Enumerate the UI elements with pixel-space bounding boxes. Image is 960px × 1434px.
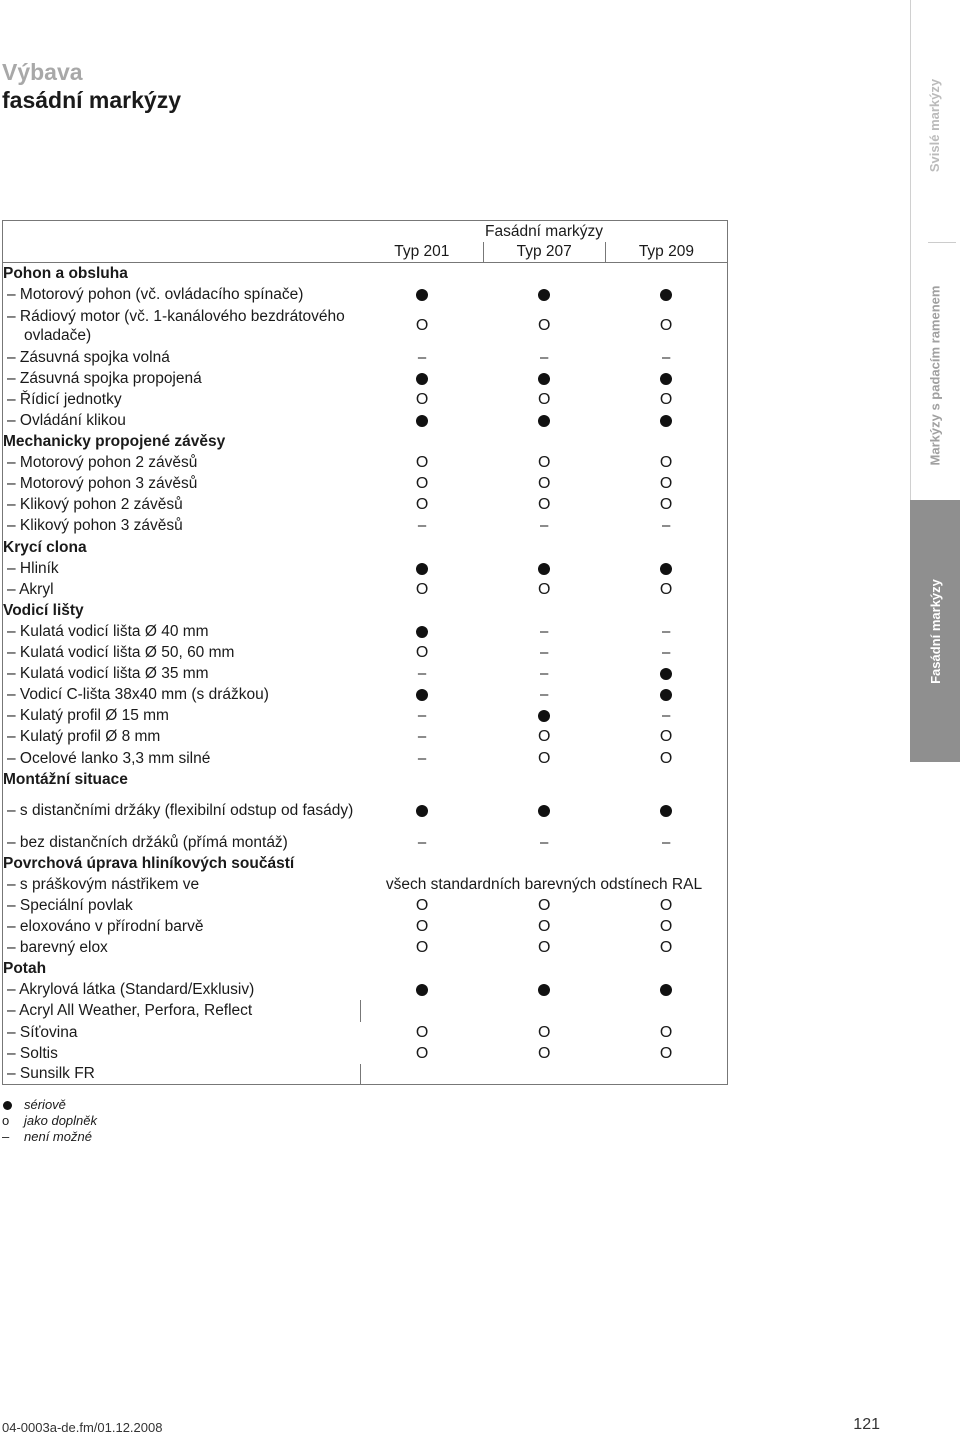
cell-typ-207 — [483, 1043, 605, 1064]
cell-typ-207 — [483, 726, 605, 747]
not-possible-mark: – — [540, 665, 549, 683]
table-row — [3, 515, 728, 536]
cell-typ-209 — [605, 916, 727, 937]
row-label: – Motorový pohon (vč. ovládacího spínače) — [7, 285, 304, 303]
filled-dot-icon — [538, 710, 550, 722]
row-label: – Ocelové lanko 3,3 mm silné — [7, 749, 211, 767]
table-row — [3, 621, 728, 642]
row-label: – Akrylová látka (Standard/Exklusiv) — [7, 981, 255, 999]
table-row — [3, 684, 728, 705]
row-label: – Řídicí jednotky — [7, 390, 122, 408]
row-label: – Kulatá vodicí lišta Ø 40 mm — [7, 622, 209, 640]
cell-typ-207 — [483, 705, 605, 726]
cell-typ-201 — [361, 473, 483, 494]
optional-mark: O — [537, 580, 551, 598]
cell-typ-201 — [361, 1022, 483, 1043]
optional-mark: O — [659, 475, 673, 493]
column-header-typ-201: Typ 201 — [361, 242, 483, 263]
row-label: – barevný elox — [7, 939, 108, 957]
tab-markyzy-s-padacim-ramenem[interactable]: Markýzy s padacím ramenem — [927, 285, 943, 465]
filled-dot-icon — [416, 984, 428, 996]
table-row — [3, 579, 728, 600]
cell-typ-207 — [483, 979, 605, 1000]
cell-typ-209 — [605, 621, 727, 642]
table-row — [3, 937, 728, 958]
filled-dot-icon — [660, 373, 672, 385]
not-possible-mark: – — [417, 517, 427, 535]
cell-typ-209 — [605, 663, 727, 684]
section-title: Krycí clona — [3, 537, 728, 558]
cell-typ-201 — [361, 515, 483, 536]
section-title: Vodicí lišty — [3, 600, 728, 621]
row-label: – Akryl — [7, 580, 54, 598]
not-possible-mark: – — [661, 348, 671, 366]
filled-dot-icon — [660, 984, 672, 996]
optional-mark: O — [659, 1044, 673, 1062]
optional-mark: O — [415, 896, 429, 914]
not-possible-mark: – — [540, 348, 549, 366]
cell-typ-201 — [361, 895, 483, 916]
cell-typ-207 — [483, 895, 605, 916]
cell-typ-209 — [605, 747, 727, 768]
row-label: – Kulatý profil Ø 8 mm — [7, 728, 161, 746]
table-row — [3, 663, 728, 684]
table-row — [3, 979, 728, 1000]
filled-dot-icon — [416, 626, 428, 638]
cell-typ-209 — [605, 1000, 727, 1021]
not-possible-mark: – — [661, 517, 671, 535]
row-label: – Vodicí C-lišta 38x40 mm (s drážkou) — [7, 686, 269, 704]
cell-typ-207 — [483, 684, 605, 705]
cell-typ-207 — [483, 410, 605, 431]
cell-typ-201 — [361, 1043, 483, 1064]
filled-dot-icon — [416, 563, 428, 575]
cell-typ-209 — [605, 410, 727, 431]
not-possible-mark: – — [540, 686, 549, 704]
table-row — [3, 389, 728, 410]
optional-mark: O — [415, 475, 429, 493]
optional-mark: O — [659, 896, 673, 914]
filled-dot-icon — [660, 415, 672, 427]
optional-mark: O — [415, 580, 429, 598]
cell-typ-209 — [605, 284, 727, 305]
cell-typ-201 — [361, 832, 483, 853]
table-row — [3, 832, 728, 853]
optional-mark: O — [659, 728, 673, 746]
row-label: – Rádiový motor (vč. 1-kanálového bezdrátového ovladače) — [7, 307, 345, 344]
cell-typ-201 — [361, 621, 483, 642]
cell-typ-207 — [483, 284, 605, 305]
cell-typ-207 — [483, 1000, 605, 1021]
page-title-category: Výbava — [2, 59, 83, 85]
section-header-row — [3, 431, 728, 452]
section-title: Mechanicky propojené závěsy — [3, 431, 728, 452]
legend-item-not-possible: – není možné — [2, 1129, 92, 1144]
filled-dot-icon — [660, 805, 672, 817]
cell-typ-209 — [605, 684, 727, 705]
cell-typ-207 — [483, 452, 605, 473]
optional-mark: O — [537, 317, 551, 335]
filled-dot-icon — [416, 805, 428, 817]
table-group-header: Fasádní markýzy — [361, 221, 728, 242]
table-group-header-row — [3, 221, 728, 242]
cell-typ-201 — [361, 726, 483, 747]
cell-typ-207 — [483, 937, 605, 958]
table-row — [3, 747, 728, 768]
filled-dot-icon — [3, 1101, 12, 1110]
cell-typ-201 — [361, 642, 483, 663]
optional-mark: O — [537, 1023, 551, 1041]
row-span-value: všech standardních barevných odstínech RAL — [361, 874, 728, 895]
optional-mark: O — [659, 496, 673, 514]
optional-mark: O — [537, 918, 551, 936]
cell-typ-201 — [361, 558, 483, 579]
section-header-row — [3, 958, 728, 979]
cell-typ-209 — [605, 579, 727, 600]
table-row — [3, 790, 728, 832]
cell-typ-201 — [361, 790, 483, 832]
cell-typ-201 — [361, 494, 483, 515]
cell-typ-207 — [483, 642, 605, 663]
filled-dot-icon — [416, 373, 428, 385]
filled-dot-icon — [660, 563, 672, 575]
cell-typ-207 — [483, 621, 605, 642]
cell-typ-209 — [605, 473, 727, 494]
row-label: – Klikový pohon 2 závěsů — [7, 496, 183, 514]
filled-dot-icon — [416, 289, 428, 301]
row-label: – Ovládání klikou — [7, 412, 126, 430]
optional-mark: O — [659, 317, 673, 335]
optional-mark: O — [415, 1044, 429, 1062]
cell-typ-207 — [483, 832, 605, 853]
row-label: – Motorový pohon 2 závěsů — [7, 454, 198, 472]
row-label: – Síťovina — [7, 1023, 78, 1041]
column-header-typ-209: Typ 209 — [605, 242, 727, 263]
row-label: – s práškovým nástřikem ve — [7, 875, 200, 893]
row-label: – Hliník — [7, 559, 59, 577]
not-possible-mark: – — [417, 833, 427, 851]
not-possible-mark: – — [540, 622, 549, 640]
optional-mark: O — [659, 749, 673, 767]
optional-mark: O — [537, 939, 551, 957]
optional-mark: O — [659, 939, 673, 957]
cell-typ-207 — [483, 558, 605, 579]
cell-typ-209 — [605, 726, 727, 747]
column-header-typ-207: Typ 207 — [483, 242, 605, 263]
optional-mark: O — [537, 454, 551, 472]
cell-typ-207 — [483, 663, 605, 684]
cell-typ-207 — [483, 494, 605, 515]
table-row — [3, 705, 728, 726]
cell-typ-207 — [483, 389, 605, 410]
filled-dot-icon — [538, 805, 550, 817]
optional-mark: O — [415, 454, 429, 472]
cell-typ-201 — [361, 747, 483, 768]
optional-mark: O — [659, 390, 673, 408]
row-label: – Acryl All Weather, Perfora, Reflect — [7, 1002, 253, 1020]
cell-typ-209 — [605, 1043, 727, 1064]
not-possible-mark: – — [661, 622, 671, 640]
filled-dot-icon — [660, 289, 672, 301]
cell-typ-201 — [361, 452, 483, 473]
optional-mark: O — [537, 749, 551, 767]
table-row — [3, 410, 728, 431]
table-row — [3, 368, 728, 389]
cell-typ-207 — [483, 347, 605, 368]
sidebar-separator — [928, 242, 956, 243]
equipment-table — [2, 220, 728, 1085]
not-possible-mark: – — [540, 644, 549, 662]
cell-typ-201 — [361, 663, 483, 684]
cell-typ-201 — [361, 979, 483, 1000]
optional-mark: O — [659, 580, 673, 598]
cell-typ-207 — [483, 579, 605, 600]
table-row — [3, 347, 728, 368]
optional-mark: O — [537, 896, 551, 914]
row-label: – Kulatý profil Ø 15 mm — [7, 707, 169, 725]
optional-mark: O — [659, 454, 673, 472]
section-title: Pohon a obsluha — [3, 263, 728, 284]
cell-typ-209 — [605, 452, 727, 473]
cell-typ-209 — [605, 1022, 727, 1043]
cell-typ-201 — [361, 347, 483, 368]
not-possible-mark: – — [417, 348, 427, 366]
row-label: – Zásuvná spojka volná — [7, 348, 170, 366]
page-title: fasádní markýzy — [2, 87, 181, 113]
filled-dot-icon — [538, 415, 550, 427]
table-row — [3, 1000, 728, 1021]
table-row — [3, 642, 728, 663]
filled-dot-icon — [660, 689, 672, 701]
row-label: – Soltis — [7, 1044, 58, 1062]
cell-typ-209 — [605, 705, 727, 726]
optional-mark: O — [537, 1044, 551, 1062]
cell-typ-207 — [483, 473, 605, 494]
cell-typ-209 — [605, 895, 727, 916]
cell-typ-201 — [361, 368, 483, 389]
cell-typ-207 — [483, 747, 605, 768]
table-row — [3, 284, 728, 305]
cell-typ-209 — [605, 368, 727, 389]
cell-typ-201 — [361, 1064, 483, 1085]
cell-typ-201 — [361, 305, 483, 347]
tab-fasadni-markyzy[interactable]: Fasádní markýzy — [910, 500, 960, 762]
not-possible-mark: – — [417, 707, 427, 725]
legend-item-standard: sériově — [2, 1097, 97, 1113]
row-label: – Motorový pohon 3 závěsů — [7, 475, 198, 493]
cell-typ-209 — [605, 979, 727, 1000]
page-number: 121 — [853, 1416, 880, 1433]
table-row — [3, 1022, 728, 1043]
table-row — [3, 452, 728, 473]
section-title: Povrchová úprava hliníkových součástí — [3, 853, 728, 874]
filled-dot-icon — [416, 415, 428, 427]
cell-typ-201 — [361, 916, 483, 937]
table-row — [3, 895, 728, 916]
filled-dot-icon — [660, 668, 672, 680]
filled-dot-icon — [538, 289, 550, 301]
section-title: Montážní situace — [3, 769, 728, 790]
cell-typ-201 — [361, 389, 483, 410]
optional-mark: O — [537, 475, 551, 493]
cell-typ-207 — [483, 515, 605, 536]
row-label: – Speciální povlak — [7, 896, 133, 914]
optional-mark: O — [415, 496, 429, 514]
not-possible-mark: – — [417, 728, 427, 746]
section-header-row — [3, 600, 728, 621]
not-possible-mark: – — [661, 833, 671, 851]
sidebar-tabs — [910, 0, 960, 762]
legend — [2, 1097, 97, 1145]
cell-typ-201 — [361, 579, 483, 600]
table-row — [3, 494, 728, 515]
table-row — [3, 558, 728, 579]
cell-typ-209 — [605, 558, 727, 579]
cell-typ-207 — [483, 790, 605, 832]
cell-typ-201 — [361, 410, 483, 431]
cell-typ-209 — [605, 305, 727, 347]
row-label: – bez distančních držáků (přímá montáž) — [7, 833, 288, 851]
section-header-row — [3, 769, 728, 790]
section-header-row — [3, 853, 728, 874]
cell-typ-209 — [605, 389, 727, 410]
cell-typ-207 — [483, 916, 605, 937]
optional-mark: O — [537, 390, 551, 408]
cell-typ-201 — [361, 1000, 483, 1021]
not-possible-mark: – — [661, 644, 671, 662]
cell-typ-209 — [605, 515, 727, 536]
row-label: – eloxováno v přírodní barvě — [7, 918, 204, 936]
optional-mark: O — [415, 644, 429, 662]
row-label: – Kulatá vodicí lišta Ø 50, 60 mm — [7, 644, 235, 662]
table-row — [3, 726, 728, 747]
cell-typ-207 — [483, 305, 605, 347]
cell-typ-209 — [605, 642, 727, 663]
section-title: Potah — [3, 958, 728, 979]
cell-typ-209 — [605, 347, 727, 368]
table-row — [3, 305, 728, 347]
section-header-row — [3, 537, 728, 558]
not-possible-mark: – — [540, 833, 549, 851]
cell-typ-209 — [605, 1064, 727, 1085]
row-label: – Sunsilk FR — [7, 1065, 95, 1083]
cell-typ-209 — [605, 937, 727, 958]
table-column-header-row — [3, 242, 728, 263]
optional-mark: O — [415, 390, 429, 408]
tab-svisle-markyzy[interactable]: Svislé markýzy — [927, 78, 943, 172]
optional-mark: O — [415, 317, 429, 335]
row-label: – Klikový pohon 3 závěsů — [7, 517, 183, 535]
not-possible-mark: – — [417, 749, 427, 767]
section-header-row — [3, 263, 728, 284]
optional-mark: O — [415, 918, 429, 936]
cell-typ-201 — [361, 937, 483, 958]
table-row — [3, 916, 728, 937]
table-row — [3, 1064, 728, 1085]
page-title-block — [2, 58, 181, 114]
cell-typ-207 — [483, 1064, 605, 1085]
row-label: – s distančními držáky (flexibilní odstup od fasády) — [7, 802, 354, 820]
table-row — [3, 1043, 728, 1064]
table-row — [3, 473, 728, 494]
cell-typ-209 — [605, 790, 727, 832]
cell-typ-207 — [483, 368, 605, 389]
footer-file-info: 04-0003a-de.fm/01.12.2008 — [2, 1420, 163, 1434]
not-possible-mark: – — [661, 707, 671, 725]
optional-mark: O — [415, 939, 429, 957]
filled-dot-icon — [538, 563, 550, 575]
cell-typ-201 — [361, 705, 483, 726]
row-label: – Kulatá vodicí lišta Ø 35 mm — [7, 665, 209, 683]
cell-typ-201 — [361, 284, 483, 305]
not-possible-mark: – — [540, 517, 549, 535]
not-possible-mark: – — [417, 665, 427, 683]
cell-typ-201 — [361, 684, 483, 705]
table-row — [3, 874, 728, 895]
filled-dot-icon — [538, 373, 550, 385]
optional-mark: O — [659, 918, 673, 936]
optional-mark: O — [537, 728, 551, 746]
optional-mark: O — [415, 1023, 429, 1041]
optional-mark: O — [537, 496, 551, 514]
cell-typ-209 — [605, 494, 727, 515]
cell-typ-209 — [605, 832, 727, 853]
cell-typ-207 — [483, 1022, 605, 1043]
row-label: – Zásuvná spojka propojená — [7, 369, 202, 387]
optional-mark: O — [659, 1023, 673, 1041]
filled-dot-icon — [538, 984, 550, 996]
legend-item-optional: o jako doplněk — [2, 1113, 97, 1128]
filled-dot-icon — [416, 689, 428, 701]
